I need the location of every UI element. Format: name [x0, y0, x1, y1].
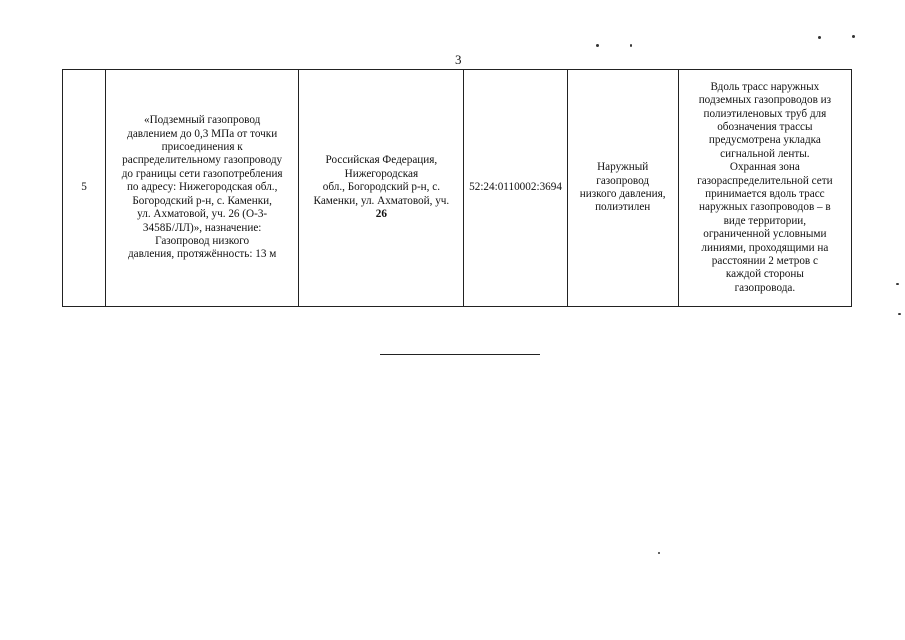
scan-speck: [852, 35, 855, 38]
scan-speck: [818, 36, 821, 39]
gas-pipeline-table: [62, 69, 852, 307]
scan-speck: [630, 44, 632, 47]
address-text: Российская Федерация, Нижегородская обл., Богородский р-н, с. Каменки, ул. Ахматовой, уч.: [313, 154, 450, 207]
scan-speck: [596, 44, 599, 47]
object-name-cell: «Подземный газопровод давлением до 0,3 МПа от точки присоединения к распределительному газопроводу до границы сети газопотребления по адресу: Нижегородская обл., Богородский р-н, с. Каменки, ул. Ахматовой, уч. 26 (О-3- 3458Б/ЛЛ)», назначение: Газопровод низкого давления, протяжённость: 13 м: [106, 70, 299, 307]
cadastral-number-cell: 52:24:0110002:3694: [464, 70, 567, 307]
address-cell: [299, 70, 464, 307]
scan-speck: [896, 283, 899, 285]
separator-line: [380, 354, 540, 355]
address-plot-number: 26: [375, 208, 387, 221]
page-number: 3: [455, 52, 462, 67]
scan-speck: [658, 552, 660, 554]
scan-speck: [898, 313, 901, 315]
row-number-cell: 5: [63, 70, 106, 307]
table-row: [63, 70, 852, 307]
object-type-cell: Наружный газопровод низкого давления, полиэтилен: [567, 70, 678, 307]
protection-zone-note-cell: Вдоль трасс наружных подземных газопроводов из полиэтиленовых труб для обозначения трассы предусмотрена укладка сигнальной ленты. Охранная зона газораспределительной сети принимается вдоль трасс наружных газопроводов – в виде территории, ограниченной условными линиями, проходящими на расстоянии 2 метров с каждой стороны газопровода.: [678, 70, 851, 307]
